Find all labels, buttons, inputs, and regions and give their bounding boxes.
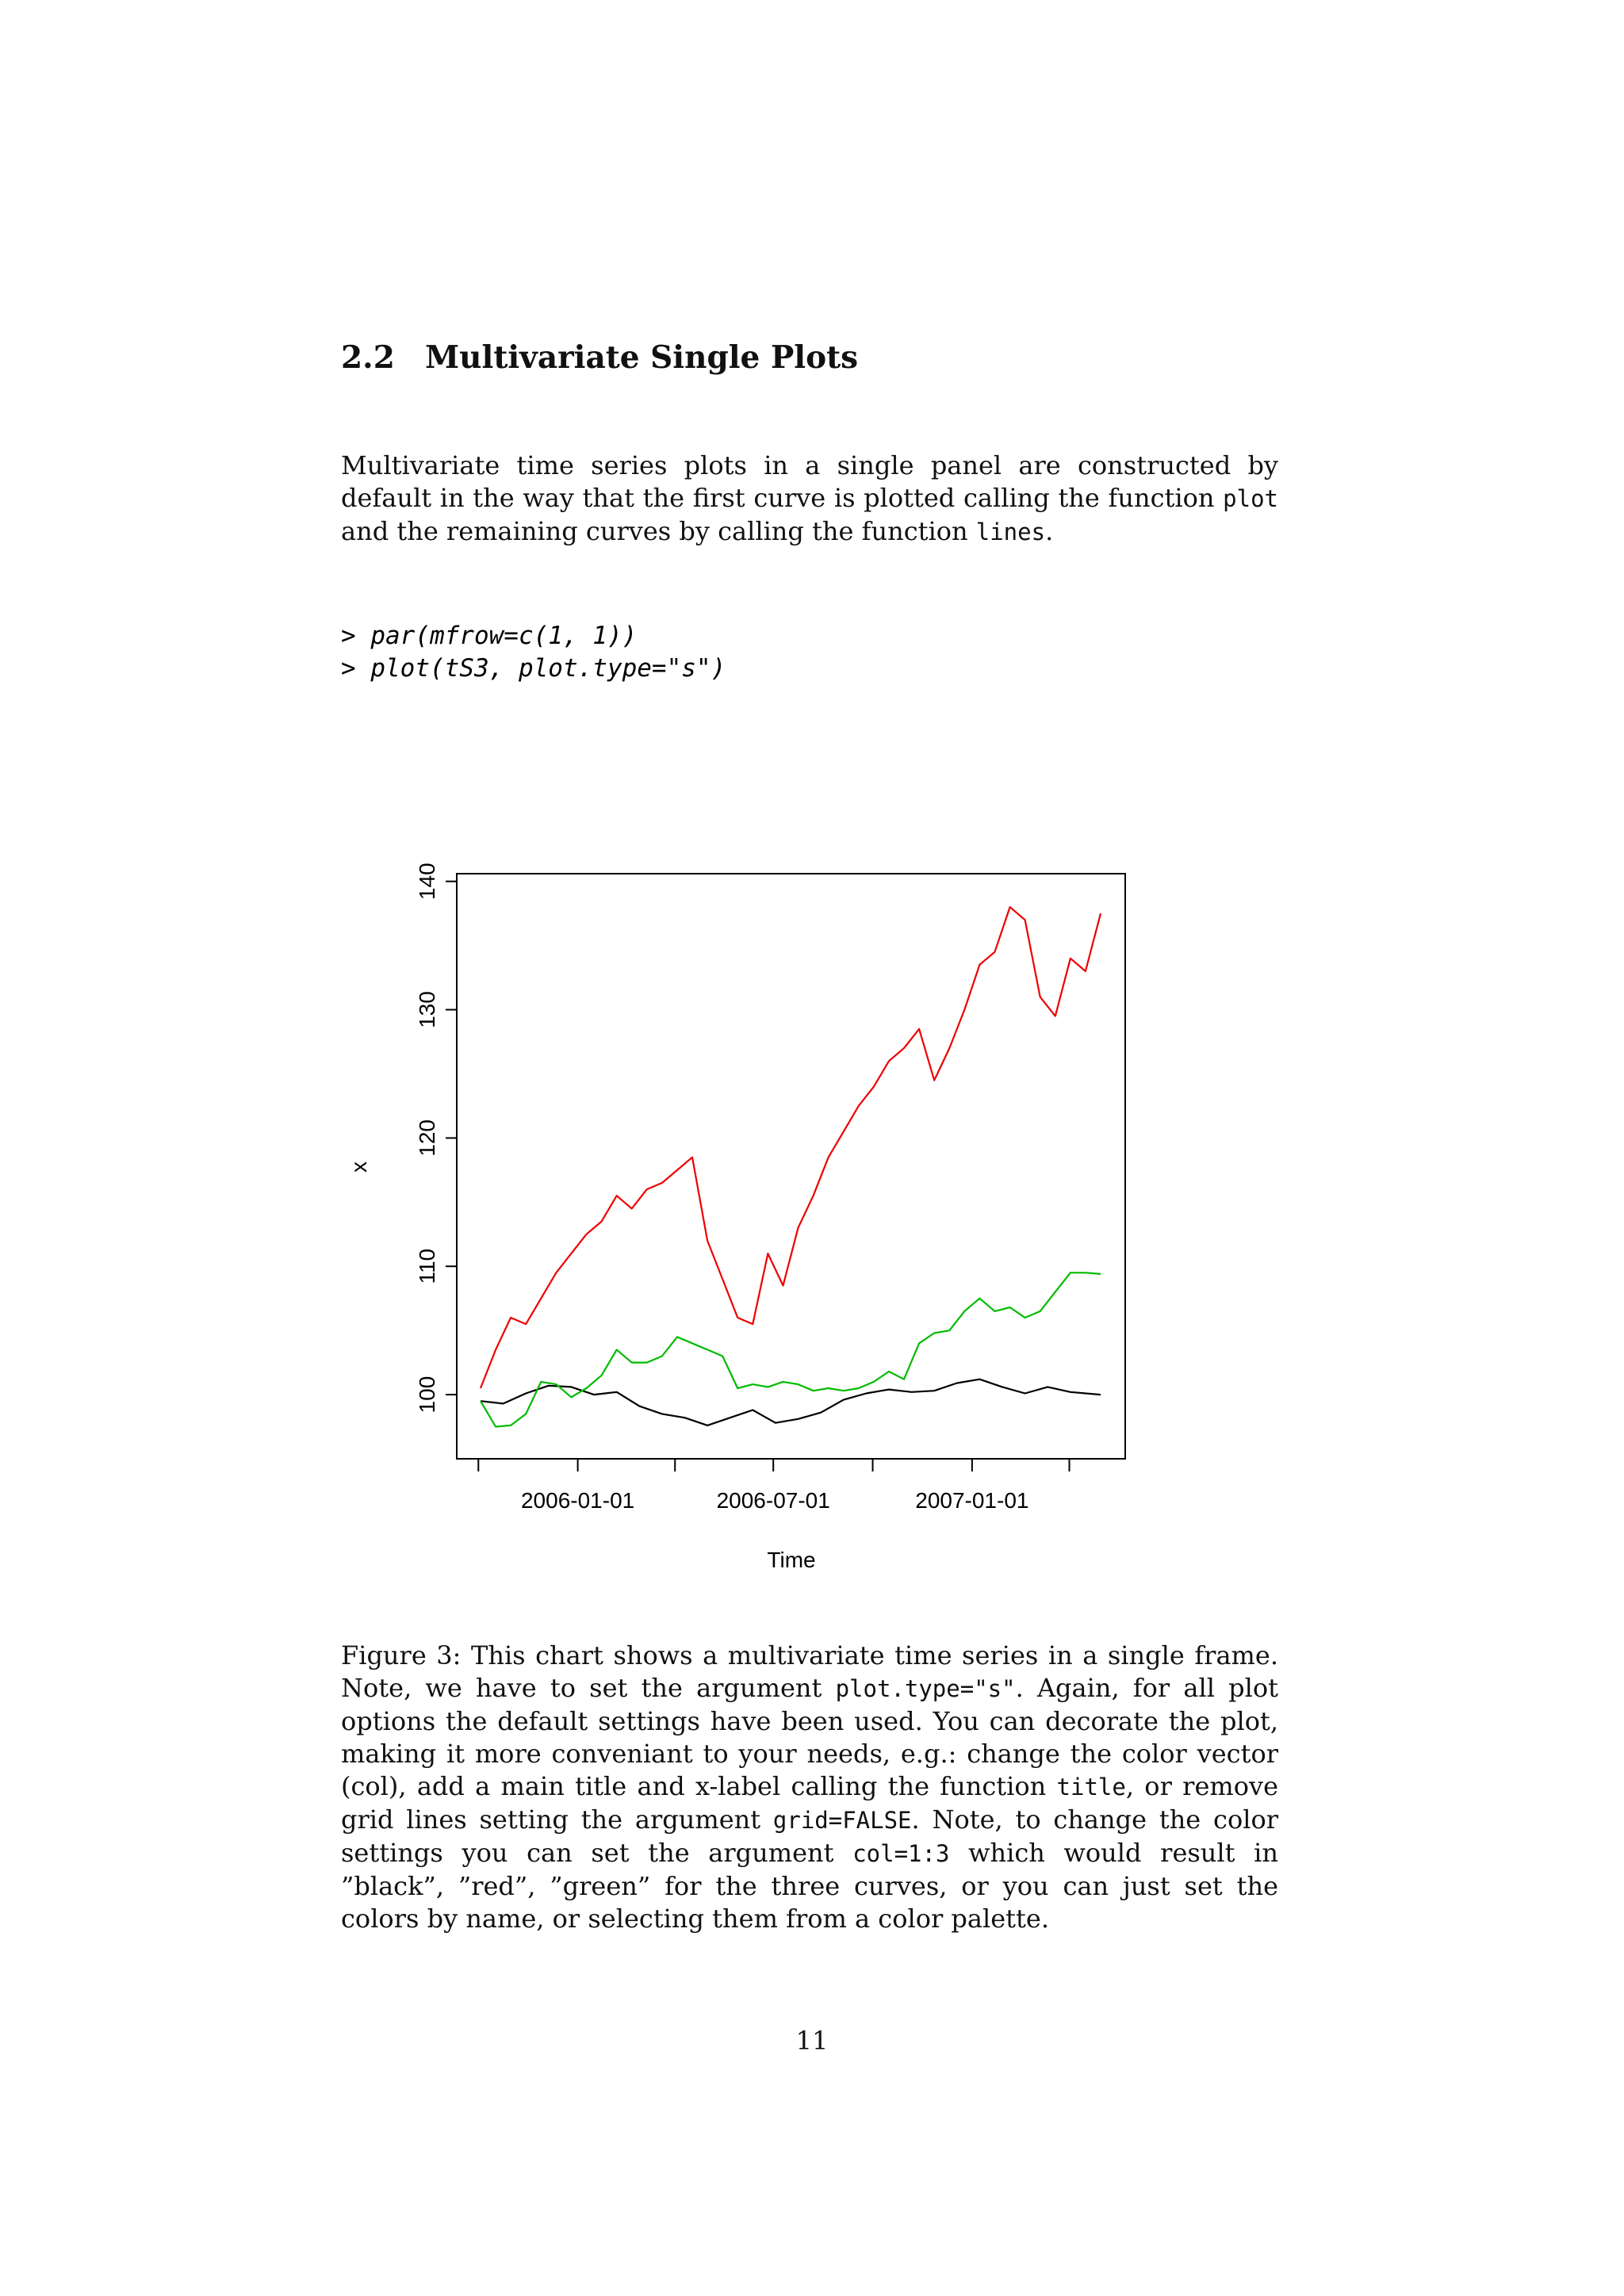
inline-code-plot-type: plot.type="s" [835,1675,1016,1702]
x-tick-label: 2006-01-01 [520,1488,635,1513]
inline-code-grid-false: grid=FALSE [772,1807,912,1834]
y-tick-label: 110 [415,1248,439,1284]
caption-text: . Note, to change the color settings you can set the argument [341,1804,1279,1868]
x-tick-label: 2007-01-01 [915,1488,1029,1513]
code-line: > plot(tS3, plot.type="s") [341,654,726,683]
section-number: 2.2 [341,339,395,376]
caption-text: which would result in ”black”, ”red”, ”green” for the three curves, or you can just set the colors by name, or selecting them from a color palette. [341,1838,1279,1934]
series-line-1 [481,1380,1101,1425]
caption-text: , or remove grid lines setting the argument [341,1771,1279,1835]
code-line: > par(mfrow=c(1, 1)) [341,622,638,650]
y-tick-label: 140 [415,863,439,901]
y-tick-label: 130 [415,991,439,1028]
inline-code-col: col=1:3 [852,1840,950,1867]
series-line-2 [481,907,1101,1388]
figure-caption [341,1640,1278,1935]
page-number: 11 [795,2026,829,2056]
y-axis-label: x [347,1161,371,1173]
y-tick-label: 120 [415,1119,439,1157]
axes-layer [415,863,1069,1513]
intro-text: Multivariate time series plots in a single panel are constructed by default in the way that the first curve is plotted calling the function [341,450,1278,513]
series-line-3 [481,1272,1101,1426]
intro-text: and the remaining curves by calling the function [341,516,976,546]
inline-code-title: title [1056,1774,1126,1800]
intro-text: . [1045,516,1054,546]
series-layer [481,907,1101,1426]
inline-code-plot: plot [1223,485,1278,512]
caption-text: Figure 3: This chart shows a multivariate time series in a single frame. Note, we have to set the argument [341,1640,1278,1703]
section-title: Multivariate Single Plots [425,339,859,376]
plot-frame [457,874,1125,1459]
x-axis-label: Time [767,1548,816,1572]
inline-code-lines: lines [975,519,1046,545]
x-tick-label: 2006-07-01 [716,1488,830,1513]
caption-text: . Again, for all plot options the default settings have been used. You can decorate the plot, making it more conveniant to your needs, e.g.: change the color vector (col), add a main title and x-label calling the function [341,1673,1279,1801]
y-tick-label: 100 [415,1376,439,1414]
